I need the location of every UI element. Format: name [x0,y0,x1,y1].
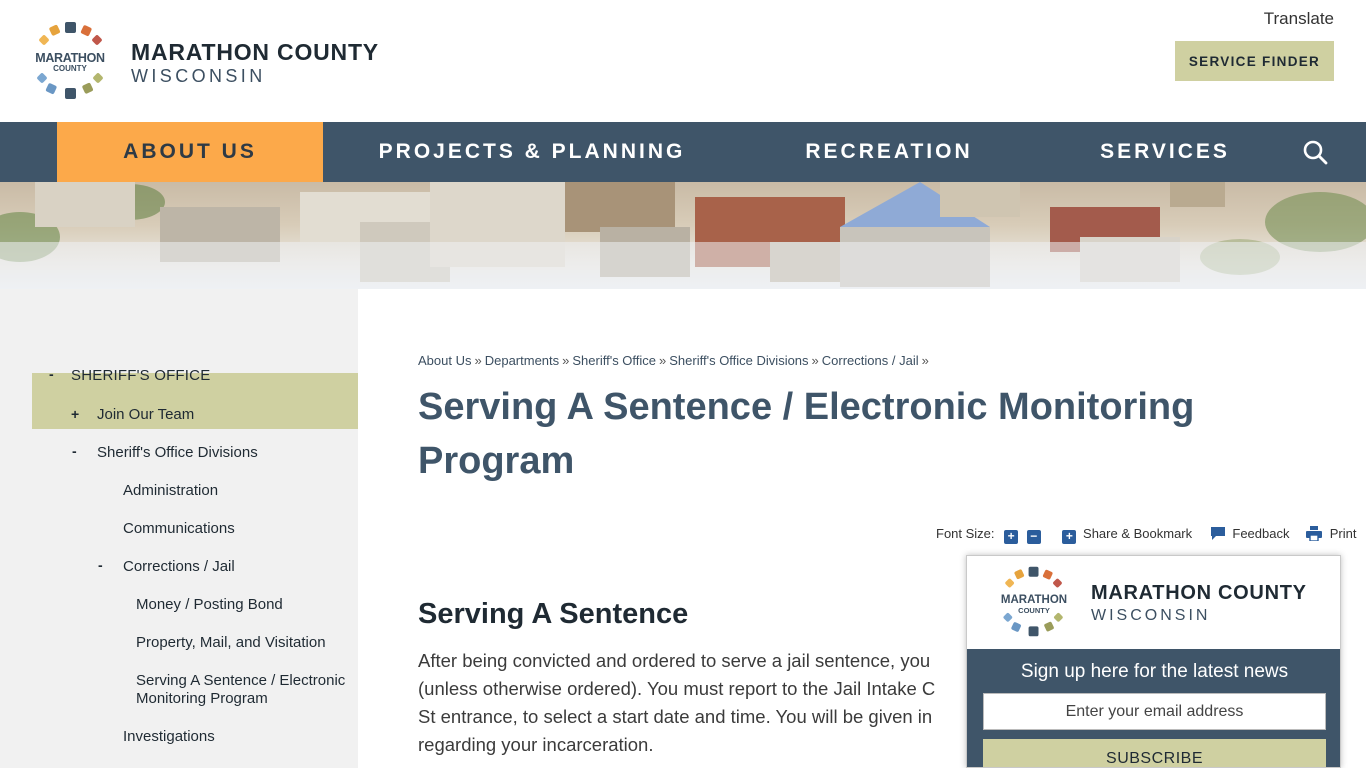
share-bookmark-link[interactable]: Share & Bookmark [1083,526,1193,541]
popup-ring-line1: MARATHON [1000,594,1068,606]
nav-item-services[interactable]: SERVICES [1100,140,1230,163]
body-line: After being convicted and ordered to serve a jail sentence, you [418,650,931,671]
nav-item-about-us[interactable]: ABOUT US [57,122,323,182]
translate-link[interactable]: Translate [1263,9,1334,28]
popup-title: Sign up here for the latest news [1020,661,1289,682]
body-line: St entrance, to select a start date and time. You will be given in [418,706,933,727]
main-nav [0,122,1366,182]
sidebar-toggle-sheriffs-office[interactable]: - [49,366,54,382]
sidebar-item-administration[interactable]: Administration [123,482,219,499]
print-icon[interactable] [1306,526,1322,541]
sidebar-toggle-divisions[interactable]: - [72,443,77,459]
body-paragraph [418,647,978,759]
breadcrumb-separator: » [811,353,819,368]
sidebar-item-communications[interactable]: Communications [123,520,235,537]
site-header [0,0,1366,122]
breadcrumb-about-us[interactable]: About Us [418,353,472,368]
popup-logo-state: WISCONSIN [1091,607,1211,624]
sidebar-item-sheriffs-office[interactable]: SHERIFF'S OFFICE [71,367,211,384]
logo-state: WISCONSIN [131,66,266,86]
sidebar-item-corrections-jail[interactable]: Corrections / Jail [123,558,235,575]
breadcrumb-separator: » [562,353,570,368]
breadcrumb-sheriffs-office[interactable]: Sheriff's Office [572,353,657,368]
sidebar-item-divisions[interactable]: Sheriff's Office Divisions [97,444,258,461]
sidebar-item-money-posting-bond[interactable]: Money / Posting Bond [136,596,283,613]
search-icon[interactable] [1300,137,1330,167]
popup-ring-line2: COUNTY [1018,606,1050,615]
hero-banner-image [0,182,1366,289]
site-logo[interactable] [30,20,379,102]
page-title-line1: Serving A Sentence / Electronic Monitoring [418,386,1195,428]
breadcrumb [418,353,932,368]
font-size-label: Font Size: [936,526,995,541]
page-title-line2: Program [418,440,575,482]
page-tools [936,526,1356,546]
popup-signup-panel [967,649,1341,768]
share-plus-icon[interactable]: + [1062,530,1076,544]
print-link[interactable]: Print [1329,526,1357,541]
sidebar-item-serving-sentence-line2[interactable]: Monitoring Program [136,690,268,707]
font-increase-button[interactable]: + [1004,530,1018,544]
breadcrumb-departments[interactable]: Departments [484,353,560,368]
logo-ring-line1: MARATHON [35,51,105,65]
sidebar-item-property-mail-visitation[interactable]: Property, Mail, and Visitation [136,634,326,651]
logo-ring-text [30,51,110,73]
logo-name: MARATHON COUNTY [131,39,379,65]
breadcrumb-separator: » [659,353,667,368]
city-aerial-illustration [0,182,1366,289]
breadcrumb-corrections-jail[interactable]: Corrections / Jail [821,353,919,368]
popup-ring-text [995,594,1073,615]
sidebar-toggle-join-our-team[interactable]: + [71,406,80,422]
page-title [418,380,1318,488]
nav-item-recreation[interactable]: RECREATION [805,140,973,163]
newsletter-popup [966,555,1341,768]
feedback-link[interactable]: Feedback [1232,526,1290,541]
section-heading: Serving A Sentence [418,598,689,630]
body-line: regarding your incarceration. [418,734,654,755]
feedback-icon[interactable] [1210,526,1226,541]
body-line: (unless otherwise ordered). You must report to the Jail Intake C [418,678,936,699]
service-finder-button[interactable]: SERVICE FINDER [1175,41,1334,81]
breadcrumb-separator: » [921,353,929,368]
popup-logo [967,556,1341,649]
popup-logo-name: MARATHON COUNTY [1091,582,1307,604]
sidebar-item-investigations[interactable]: Investigations [123,728,215,745]
breadcrumb-divisions[interactable]: Sheriff's Office Divisions [669,353,809,368]
logo-ring-line2: COUNTY [53,64,87,73]
nav-item-projects-planning[interactable]: PROJECTS & PLANNING [378,140,686,163]
sidebar-item-join-our-team[interactable]: Join Our Team [97,406,195,423]
sidebar-item-serving-sentence[interactable]: Serving A Sentence / Electronic [136,672,346,689]
email-field[interactable] [983,693,1326,730]
breadcrumb-separator: » [474,353,482,368]
subscribe-button[interactable]: SUBSCRIBE [983,739,1326,768]
sidebar-toggle-corrections-jail[interactable]: - [98,557,103,573]
font-decrease-button[interactable]: − [1027,530,1041,544]
